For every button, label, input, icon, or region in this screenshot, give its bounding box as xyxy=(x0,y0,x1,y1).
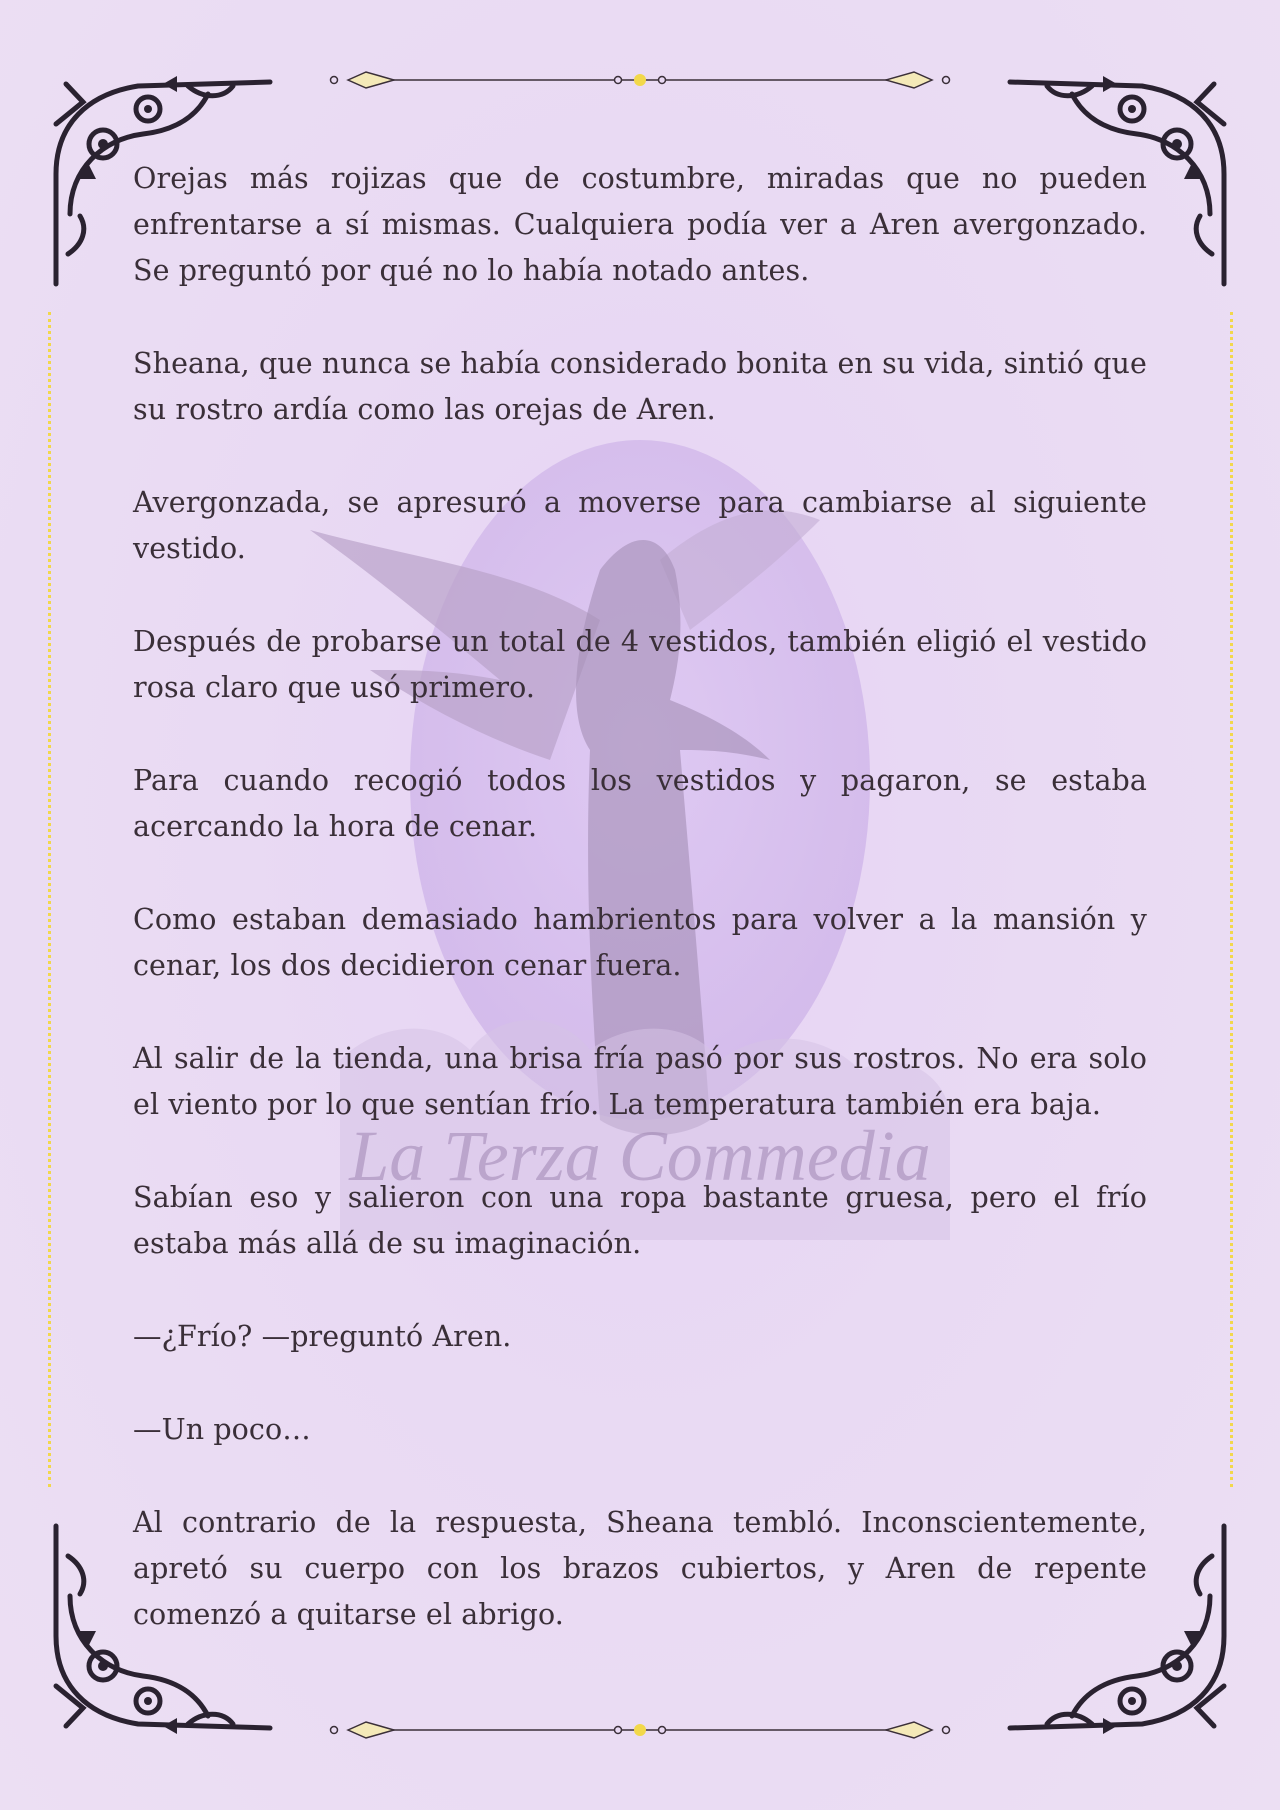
paragraph: Después de probarse un total de 4 vestidos, también eligió el vestido rosa claro que usó primero. xyxy=(133,625,1147,704)
watermark-text: La Terza Commedia xyxy=(349,1116,931,1196)
paragraph: Orejas más rojizas que de costumbre, miradas que no pueden enfrentarse a sí mismas. Cualquiera podía ver a Aren avergonzado. Se preguntó por qué no lo había notado antes. xyxy=(133,162,1147,287)
paragraph: Para cuando recogió todos los vestidos y pagaron, se estaba acercando la hora de cenar. xyxy=(133,764,1147,843)
paragraph: Como estaban demasiado hambrientos para volver a la mansión y cenar, los dos decidieron cenar fuera. xyxy=(133,903,1147,982)
dotted-border-right xyxy=(1230,312,1233,1487)
paragraph: Sabían eso y salieron con una ropa bastante gruesa, pero el frío estaba más allá de su imaginación. xyxy=(133,1181,1147,1260)
paragraph: Al salir de la tienda, una brisa fría pasó por sus rostros. No era solo el viento por lo que sentían frío. La temperatura también era baja. xyxy=(133,1042,1147,1121)
dialogue-line: —Un poco… xyxy=(133,1413,311,1446)
top-divider-ornament xyxy=(320,68,960,92)
document-body xyxy=(133,156,1147,1638)
paragraph: Avergonzada, se apresuró a moverse para cambiarse al siguiente vestido. xyxy=(133,486,1147,565)
paragraph: Al contrario de la respuesta, Sheana tembló. Inconscientemente, apretó su cuerpo con los brazos cubiertos, y Aren de repente comenzó a quitarse el abrigo. xyxy=(133,1506,1147,1631)
dialogue-line: —¿Frío? —preguntó Aren. xyxy=(133,1320,512,1353)
paragraph: Sheana, que nunca se había considerado bonita en su vida, sintió que su rostro ardía como las orejas de Aren. xyxy=(133,347,1147,426)
bottom-divider-ornament xyxy=(320,1718,960,1742)
dotted-border-left xyxy=(48,312,51,1487)
